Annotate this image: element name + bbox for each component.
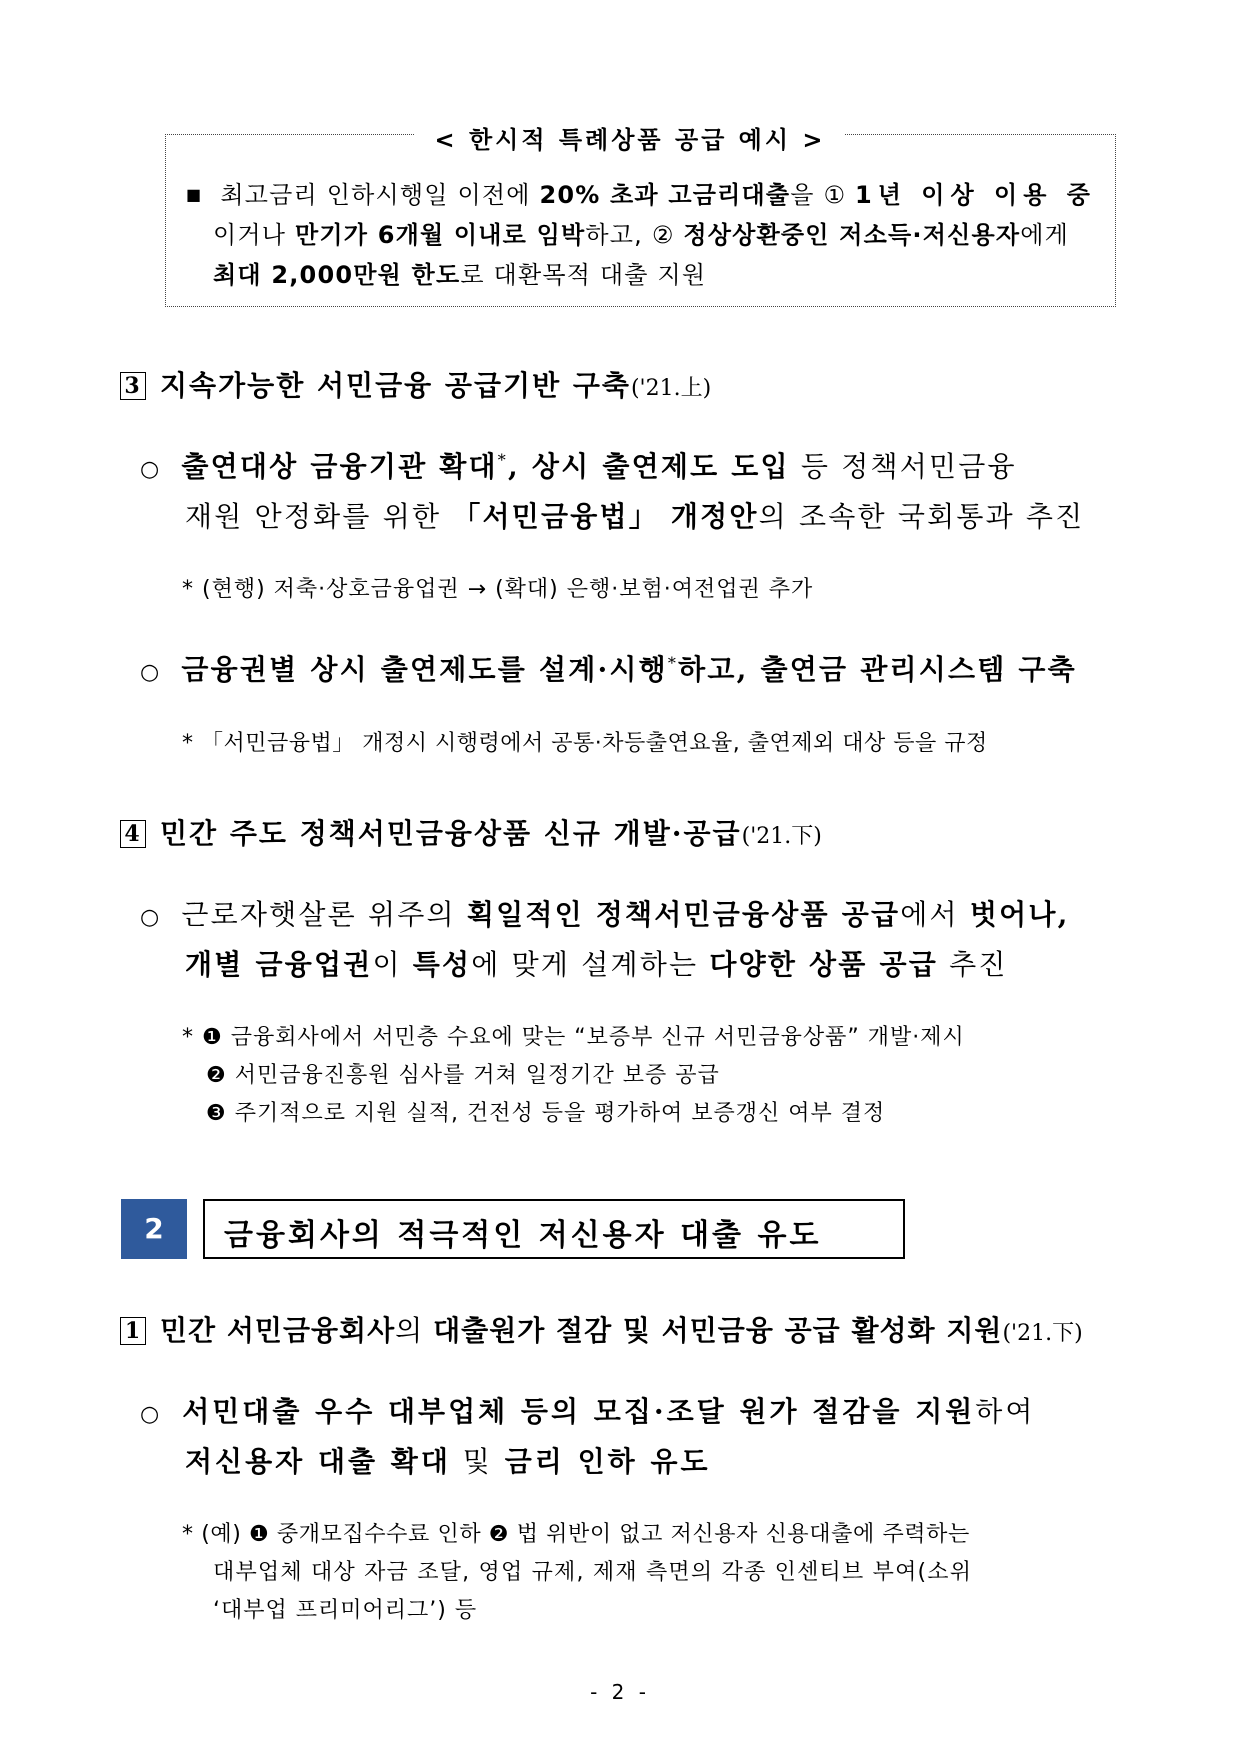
section-4-bullet-1-line-2: 개별 금융업권이 특성에 맞게 설계하는 다양한 상품 공급 추진: [185, 948, 1008, 981]
circle-bullet-icon: ○: [140, 660, 162, 685]
section-3-bullet-1-line-1: ○ 출연대상 금융기관 확대*, 상시 출연제도 도입 등 정책서민금융: [140, 450, 1017, 483]
square-bullet-icon: ■: [186, 185, 203, 204]
section-3-bullet-2-line-1: ○ 금융권별 상시 출연제도를 설계·시행*하고, 출연금 관리시스템 구축: [140, 653, 1077, 686]
section-3-note-1: * (현행) 저축·상호금융업권 → (확대) 은행·보험·여전업권 추가: [182, 577, 814, 602]
section-3-note-2: * 「서민금융법」 개정시 시행령에서 공통·차등출연요율, 출연제외 대상 등을 규정: [182, 731, 988, 756]
section-number: 1: [120, 1317, 146, 1345]
section-1-heading: 1 민간 서민금융회사의 대출원가 절감 및 서민금융 공급 활성화 지원('21.下): [120, 1309, 1083, 1349]
circle-bullet-icon: ○: [140, 905, 162, 930]
section-4-note-3: ❸ 주기적으로 지원 실적, 건전성 등을 평가하여 보증갱신 여부 결정: [206, 1101, 886, 1126]
section-4-note-2: ❷ 서민금융진흥원 심사를 거쳐 일정기간 보증 공급: [206, 1063, 720, 1088]
circle-bullet-icon: ○: [140, 1402, 163, 1427]
section-1-note-1: * (예) ❶ 중개모집수수료 인하 ❷ 법 위반이 없고 저신용자 신용대출에 주력하는: [182, 1522, 970, 1547]
example-line-1: ■ 최고금리 인하시행일 이전에 20% 초과 고금리대출을 ① 1년 이상 이용 중: [186, 181, 1096, 209]
section-3-bullet-1-line-2: 재원 안정화를 위한 「서민금융법」 개정안의 조속한 국회통과 추진: [185, 500, 1085, 533]
section-4-note-1: * ❶ 금융회사에서 서민층 수요에 맞는 “보증부 신규 서민금융상품” 개발·제시: [182, 1025, 965, 1050]
section-1-note-2: 대부업체 대상 자금 조달, 영업 규제, 제재 측면의 각종 인센티브 부여(소위: [213, 1560, 973, 1585]
section-4-bullet-1-line-1: ○ 근로자햇살론 위주의 획일적인 정책서민금융상품 공급에서 벗어나,: [140, 898, 1070, 931]
example-line-3: 최대 2,000만원 한도로 대환목적 대출 지원: [213, 261, 707, 289]
section-1-note-3: ‘대부업 프리미어리그’) 등: [213, 1598, 478, 1623]
section-1-bullet-1-line-1: ○ 서민대출 우수 대부업체 등의 모집·조달 원가 절감을 지원하여: [140, 1395, 1036, 1428]
section-3-heading: 3 지속가능한 서민금융 공급기반 구축('21.上): [120, 364, 711, 404]
section-number: 3: [120, 372, 146, 400]
section-1-bullet-1-line-2: 저신용자 대출 확대 및 금리 인하 유도: [185, 1445, 711, 1478]
section-4-heading: 4 민간 주도 정책서민금융상품 신규 개발·공급('21.下): [120, 812, 822, 852]
page-number: - 2 -: [590, 1680, 650, 1704]
example-title: < 한시적 특례상품 공급 예시 >: [415, 120, 845, 155]
circle-bullet-icon: ○: [140, 457, 162, 482]
section-number: 4: [120, 820, 146, 848]
example-line-2: 이거나 만기가 6개월 이내로 임박하고, ② 정상상환중인 저소득·저신용자에게: [213, 221, 1070, 249]
part-number-badge: 2: [121, 1199, 187, 1259]
part-title: 금융회사의 적극적인 저신용자 대출 유도: [224, 1218, 822, 1253]
